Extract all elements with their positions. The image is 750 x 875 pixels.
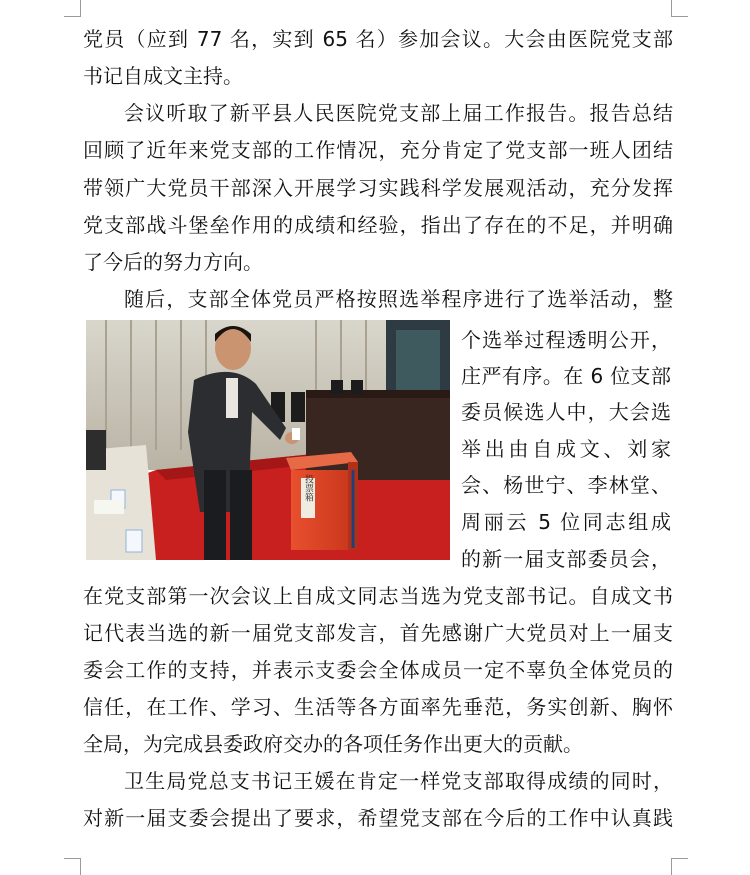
text-line: 会、杨世宁、李林堂、 <box>461 473 671 497</box>
text-line: 党支部战斗堡垒作用的成绩和经验，指出了存在的不足，并明确 <box>83 213 673 237</box>
text-line: 信任，在工作、学习、生活等各方面率先垂范，务实创新、胸怀 <box>83 695 673 719</box>
text-line: 在党支部第一次会议上自成文同志当选为党支部书记。自成文书 <box>83 584 673 608</box>
text-line: 的新一届支部委员会， <box>461 547 671 571</box>
ballot-box-label: 投票箱 <box>303 474 313 502</box>
crop-mark-bottom-right <box>671 858 688 875</box>
text-line: 庄严有序。在 6 位支部 <box>461 364 671 388</box>
text-line: 党员（应到 77 名，实到 65 名）参加会议。大会由医院党支部 <box>83 27 673 51</box>
text-line: 回顾了近年来党支部的工作情况，充分肯定了党支部一班人团结 <box>83 138 673 162</box>
text-line: 委会工作的支持，并表示支委会全体成员一定不辜负全体党员的 <box>83 658 673 682</box>
text-line: 了今后的努力方向。 <box>83 250 263 274</box>
text-line: 会议听取了新平县人民医院党支部上届工作报告。报告总结 <box>124 101 673 125</box>
text-line: 书记自成文主持。 <box>83 64 243 88</box>
text-line: 对新一届支委会提出了要求，希望党支部在今后的工作中认真践 <box>83 806 673 830</box>
text-line: 委员候选人中，大会选 <box>461 400 671 424</box>
text-line: 记代表当选的新一届党支部发言，首先感谢广大党员对上一届支 <box>83 621 673 645</box>
text-line: 周丽云 5 位同志组成 <box>461 510 671 534</box>
text-line: 随后，支部全体党员严格按照选举程序进行了选举活动，整 <box>124 287 673 311</box>
text-line: 卫生局党总支书记王媛在肯定一样党支部取得成绩的同时， <box>124 769 673 793</box>
crop-mark-top-right <box>671 0 688 17</box>
election-photo <box>86 320 450 560</box>
crop-mark-top-left <box>64 0 81 17</box>
text-line: 举出由自成文、刘家 <box>461 437 671 461</box>
text-line: 全局，为完成县委政府交办的各项任务作出更大的贡献。 <box>83 732 583 756</box>
text-line: 个选举过程透明公开， <box>461 328 671 352</box>
text-line: 带领广大党员干部深入开展学习实践科学发展观活动，充分发挥 <box>83 176 673 200</box>
crop-mark-bottom-left <box>64 858 81 875</box>
